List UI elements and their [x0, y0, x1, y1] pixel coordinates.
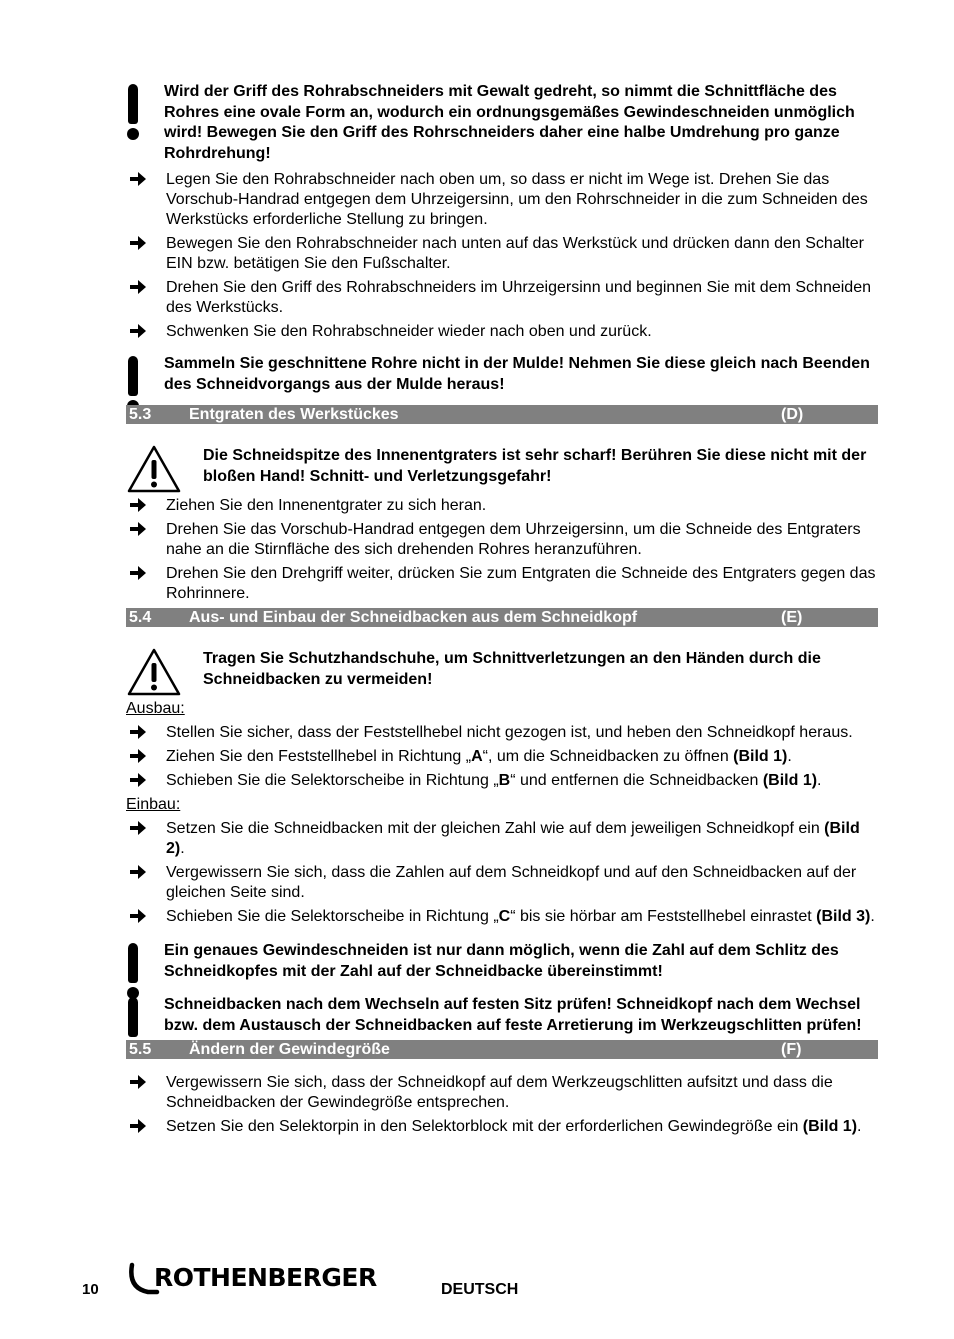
warning-note: [126, 649, 878, 699]
arrow-right-icon: [130, 907, 146, 925]
arrow-right-icon: [130, 234, 146, 252]
list-item: Bewegen Sie den Rohrabschneider nach unten auf das Werkstück und drücken dann den Schalter EIN bzw. betätigen Sie den Fußschalter.: [126, 234, 878, 274]
exclamation-icon: [126, 84, 140, 140]
arrow-right-icon: [130, 819, 146, 837]
arrow-right-icon: [130, 1117, 146, 1135]
exclamation-icon: [126, 943, 140, 999]
subheading-ausbau: Ausbau:: [126, 700, 185, 717]
note-text: Ein genaues Gewindeschneiden ist nur dann möglich, wenn die Zahl auf dem Schlitz des Schneidkopfes mit der Zahl auf der Schneidbacke übereinstimmt!: [164, 942, 839, 980]
section-title: Aus- und Einbau der Schneidbacken aus dem Schneidkopf: [189, 609, 638, 626]
list-item: Drehen Sie den Drehgriff weiter, drücken Sie zum Entgraten die Schneide des Entgraters gegen das Rohrinnere.: [126, 564, 878, 604]
list-item: Ziehen Sie den Feststellhebel in Richtung „A“, um die Schneidbacken zu öffnen (Bild 1).: [126, 747, 878, 767]
caution-note: [126, 354, 878, 395]
list-item: Schwenken Sie den Rohrabschneider wieder nach oben und zurück.: [126, 322, 878, 342]
list-item: Drehen Sie das Vorschub-Handrad entgegen dem Uhrzeigersinn, um die Schneide des Entgraters nahe an die Stirnfläche des sich drehenden Rohres heranzuführen.: [126, 520, 878, 560]
list-item: Schieben Sie die Selektorscheibe in Richtung „B“ und entfernen die Schneidbacken (Bild 1).: [126, 771, 878, 791]
arrow-right-icon: [130, 1073, 146, 1091]
warning-note: [126, 446, 878, 496]
list-item: Ziehen Sie den Innenentgrater zu sich heran.: [126, 496, 878, 516]
caution-note: [126, 995, 878, 1036]
arrow-right-icon: [130, 496, 146, 514]
subheading-einbau: Einbau:: [126, 796, 181, 813]
footer-language: DEUTSCH: [441, 1281, 519, 1298]
list-item: Setzen Sie die Schneidbacken mit der gleichen Zahl wie auf dem jeweiligen Schneidkopf ein (Bild 2).: [126, 819, 878, 859]
note-text: Schneidbacken nach dem Wechseln auf festen Sitz prüfen! Schneidkopf nach dem Wechsel bzw. dem Austausch der Schneidbacken auf feste Arretierung im Werkzeugschlitten prüfen!: [164, 996, 862, 1034]
page-number: 10: [82, 1281, 99, 1298]
arrow-right-icon: [130, 520, 146, 538]
list-item: Stellen Sie sicher, dass der Feststellhebel nicht gezogen ist, und heben den Schneidkopf heraus.: [126, 723, 878, 743]
list-item: Drehen Sie den Griff des Rohrabschneiders im Uhrzeigersinn und beginnen Sie mit dem Schneiden des Werkstücks.: [126, 278, 878, 318]
note-text: Wird der Griff des Rohrabschneiders mit Gewalt gedreht, so nimmt die Schnittfläche des Rohres eine ovale Form an, wodurch ein ordnungsgemäßes Gewindeschneiden unmöglich wird! Bewegen Sie den Griff des Rohrschneiders daher eine halbe Umdrehung pro ganze Rohrdrehung!: [164, 83, 855, 162]
warning-triangle-icon: [126, 444, 182, 494]
list-item: Schieben Sie die Selektorscheibe in Richtung „C“ bis sie hörbar am Feststellhebel einrastet (Bild 3).: [126, 907, 878, 927]
section-title: Entgraten des Werkstückes: [189, 406, 399, 423]
logo-wordmark: ROTHENBERGER: [154, 1263, 377, 1292]
arrow-right-icon: [130, 564, 146, 582]
caution-note: [126, 82, 878, 164]
arrow-right-icon: [130, 747, 146, 765]
note-text: Sammeln Sie geschnittene Rohre nicht in der Mulde! Nehmen Sie diese gleich nach Beenden des Schneidvorgangs aus der Mulde heraus!: [164, 355, 870, 393]
list-item: Legen Sie den Rohrabschneider nach oben um, so dass er nicht im Wege ist. Drehen Sie das Vorschub-Handrad entgegen dem Uhrzeigersinn, um den Rohrschneider in die zum Schneiden des Werkstücks erforderliche Stellung zu bringen.: [126, 170, 878, 230]
list-item: Vergewissern Sie sich, dass der Schneidkopf auf dem Werkzeugschlitten aufsitzt und dass die Schneidbacken der Gewindegröße entsprechen.: [126, 1073, 878, 1113]
arrow-right-icon: [130, 170, 146, 188]
warning-triangle-icon: [126, 647, 182, 697]
section-header: 5.4 Aus- und Einbau der Schneidbacken aus dem Schneidkopf (E): [126, 608, 878, 627]
warning-text: Die Schneidspitze des Innenentgraters ist sehr scharf! Berühren Sie diese nicht mit der bloßen Hand! Schnitt- und Verletzungsgefahr!: [203, 447, 867, 485]
section-title: Ändern der Gewindegröße: [189, 1041, 390, 1058]
arrow-right-icon: [130, 771, 146, 789]
exclamation-icon: [126, 356, 140, 412]
arrow-right-icon: [130, 863, 146, 881]
arrow-right-icon: [130, 723, 146, 741]
page-content: [126, 82, 878, 1137]
arrow-right-icon: [130, 278, 146, 296]
warning-text: Tragen Sie Schutzhandschuhe, um Schnittverletzungen an den Händen durch die Schneidbacken zu vermeiden!: [203, 650, 821, 688]
brand-logo: [126, 1262, 377, 1296]
arrow-right-icon: [130, 322, 146, 340]
caution-note: [126, 941, 878, 982]
list-item: Vergewissern Sie sich, dass die Zahlen auf dem Schneidkopf und auf den Schneidbacken auf der gleichen Seite sind.: [126, 863, 878, 903]
section-header: 5.5 Ändern der Gewindegröße (F): [126, 1040, 878, 1059]
section-header: 5.3 Entgraten des Werkstückes (D): [126, 405, 878, 424]
list-item: Setzen Sie den Selektorpin in den Selektorblock mit der erforderlichen Gewindegröße ein (Bild 1).: [126, 1117, 878, 1137]
